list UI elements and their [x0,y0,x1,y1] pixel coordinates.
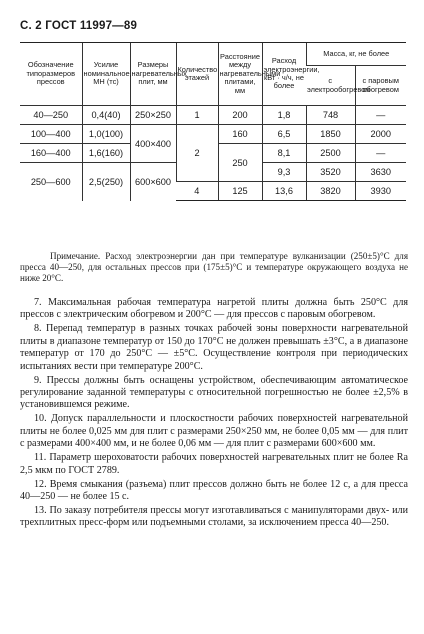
cell-mass-electric: 3820 [306,182,355,201]
table-note: Примечание. Расход электроэнергии дан при температуре вулканизации (250±5)°С для пресса 40—250, для остальных прессов при (175±5)°С и температуре окружающего воздуха не ниже 20°С. [20,251,408,283]
cell-designation: 40—250 [20,106,82,125]
cell-floors: 1 [176,106,218,125]
cell-force: 1,6(160) [82,144,130,163]
cell-mass-steam: 3930 [355,182,406,201]
cell-energy: 8,1 [262,144,306,163]
cell-distance: 125 [218,182,262,201]
cell-force: 1,0(100) [82,125,130,144]
cell-designation: 250—600 [30,176,71,187]
requirements-text [20,297,408,531]
cell-mass-electric: 1850 [306,125,355,144]
cell-force: 2,5(250) [82,163,130,201]
page-header: С. 2 ГОСТ 11997—89 [20,20,138,32]
header-force: Усилие номинальное, МН (тс) [82,43,130,106]
header-designation: Обозначение типоразмеров прессов [20,43,82,106]
header-plate-size: Размеры нагревательных плит, мм [130,43,176,106]
press-specification-table [20,42,406,201]
cell-mass-electric: 3520 [306,163,355,182]
cell-mass-electric: 2500 [306,144,355,163]
cell-energy: 1,8 [262,106,306,125]
cell-plate-size: 400×400 [130,125,176,163]
header-mass-electric: с электрообогревом [306,66,355,106]
paragraph-8: 8. Перепад температур в разных точках рабочей зоны поверхности нагревательной плиты в диапазоне температур от 150 до 170°С не должен превышать ±3°С, а в диапазоне температур от 170 до 250°С — ±5°С. Осуществление контроля при периодических испытаниях вести при температуре 200°С. [20,323,408,372]
paragraph-12: 12. Время смыкания (разъема) плит прессов должно быть не более 12 с, а для пресса 40—250 — не более 15 с. [20,478,408,503]
cell-floors: 2 [176,125,218,182]
table-row [20,125,406,144]
paragraph-9: 9. Прессы должны быть оснащены устройством, обеспечивающим автоматическое регулирование заданной температуры с относительной погрешностью не более ±2,5% в установившемся режиме. [20,374,408,411]
cell-mass-steam: 3630 [355,163,406,182]
paragraph-13: 13. По заказу потребителя прессы могут изготавливаться с манипуляторами двух- или трехплитных пресс-форм или подъемными столами, за исключением пресса 40—250. [20,505,408,529]
cell-plate-size: 250×250 [130,106,176,125]
header-floors: Количество этажей [176,43,218,106]
paragraph-7: 7. Максимальная рабочая температура нагретой плиты должна быть 250°С для прессов с электрическим обогревом и 200°С — для прессов с паровым обогревом. [20,297,408,321]
cell-designation: 160—400 [20,144,82,163]
cell-distance: 160 [218,125,262,144]
cell-distance: 250 [218,144,262,182]
cell-energy: 6,5 [262,125,306,144]
cell-mass-steam: — [355,144,406,163]
table-row [20,106,406,125]
cell-floors: 4 [176,182,218,201]
header-energy: Расход электроэнергии, кВт · ч/ч, не более [262,43,306,106]
cell-distance: 200 [218,106,262,125]
cell-mass-steam: 2000 [355,125,406,144]
header-distance: Расстояние между нагревательными плитами, мм [218,43,262,106]
paragraph-10: 10. Допуск параллельности и плоскостности рабочих поверхностей нагревательной плиты не более 0,025 мм для плит с размерами 250×250 мм, не более 0,05 мм — для плит с размерами 400×400 мм, и не более 0,06 мм — для плит с размерами 600×600 мм. [20,413,408,450]
cell-plate-size: 600×600 [130,163,176,201]
cell-force: 0,4(40) [82,106,130,125]
cell-designation: 100—400 [20,125,82,144]
cell-energy: 9,3 [262,163,306,182]
cell-mass-steam: — [355,106,406,125]
header-mass-steam: с паровым обогревом [355,66,406,106]
paragraph-11: 11. Параметр шероховатости рабочих поверхностей нагревательных плит не более Ra 2,5 мкм по ГОСТ 2789. [20,452,408,476]
cell-energy: 13,6 [262,182,306,201]
header-mass: Масса, кг, не более [306,43,406,66]
cell-mass-electric: 748 [306,106,355,125]
